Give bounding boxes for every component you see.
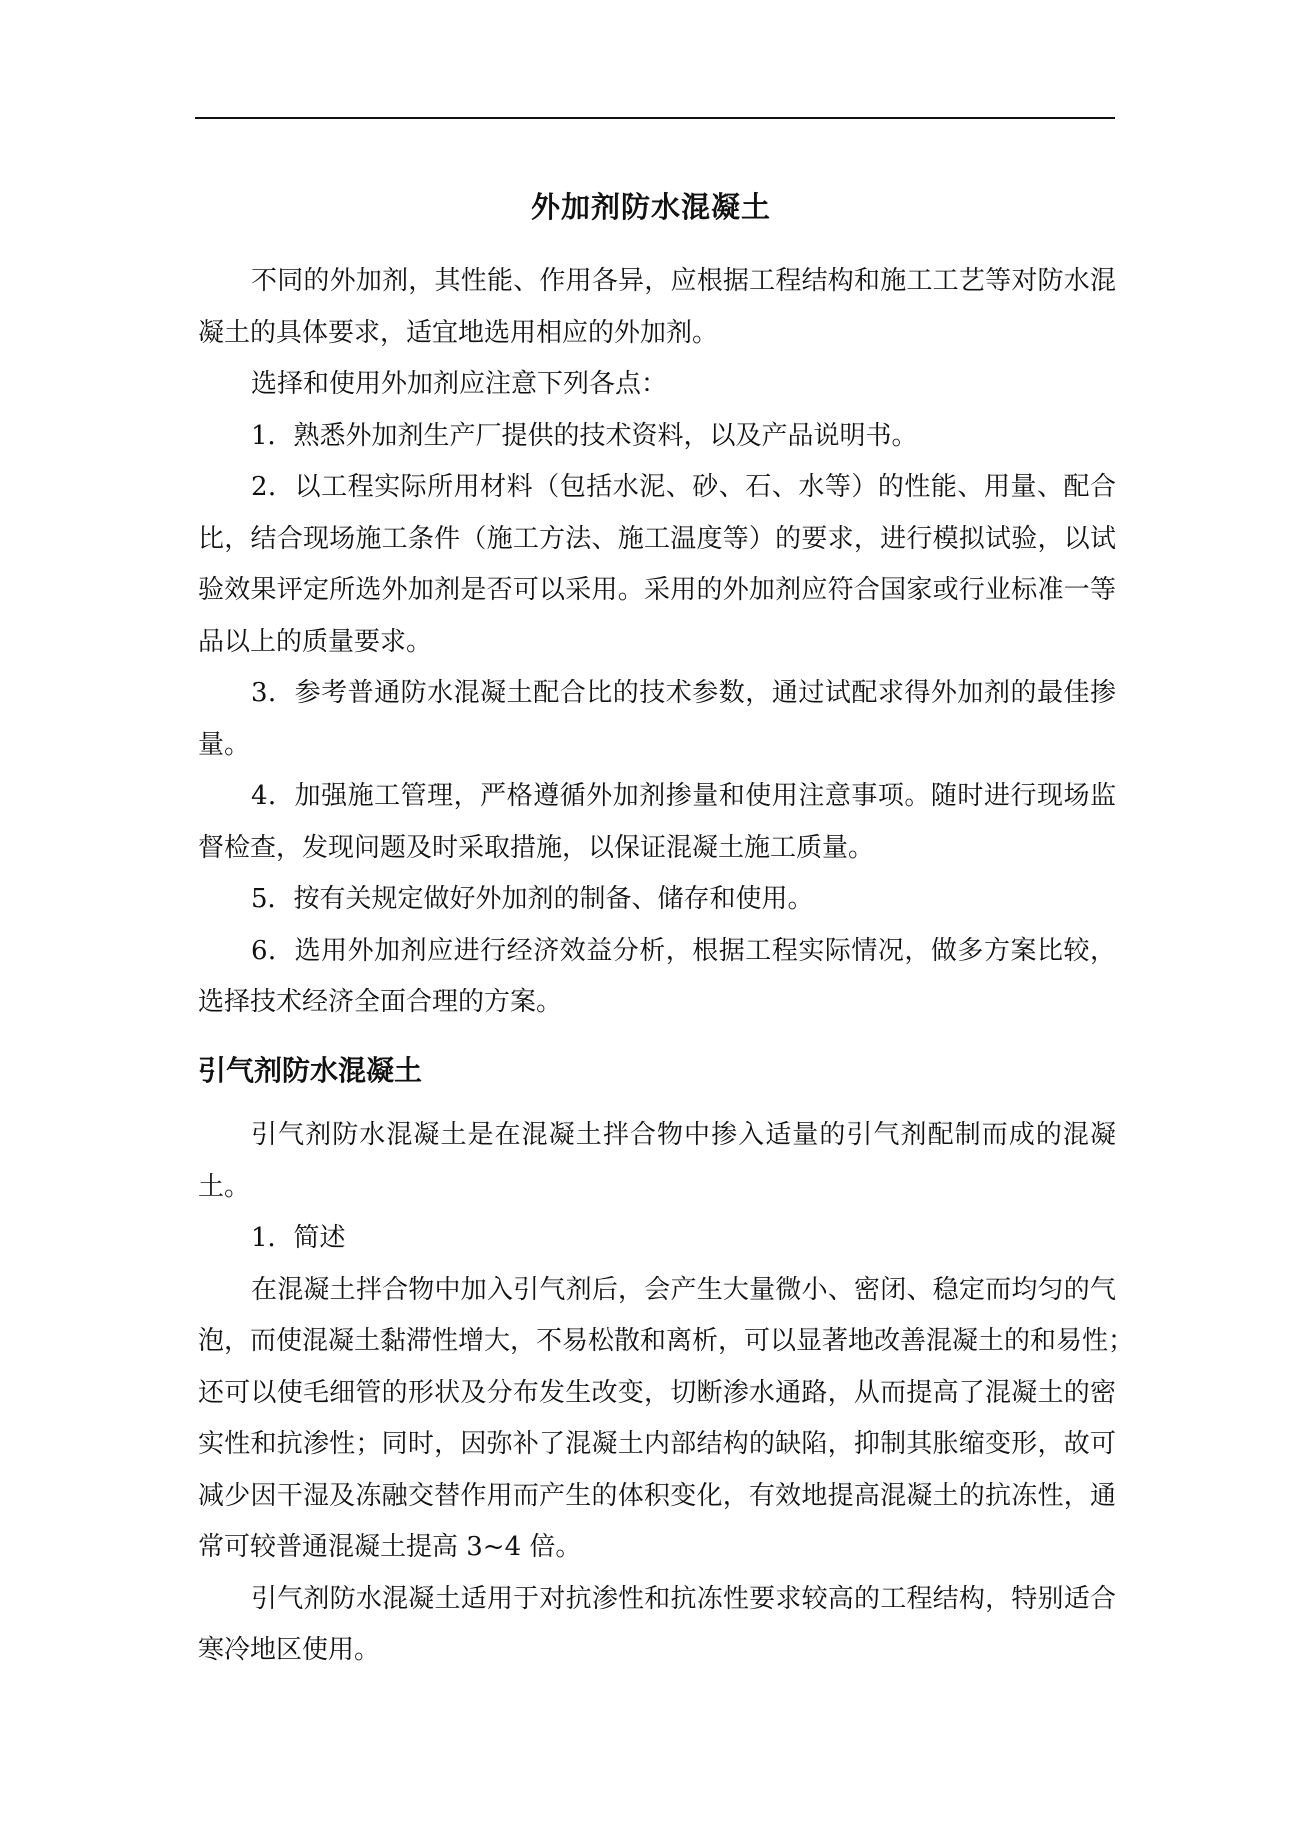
text-line: 寒冷地区使用。 [198,1635,381,1666]
text-line: 1．熟悉外加剂生产厂提供的技术资料，以及产品说明书。 [251,420,918,451]
document-title: 外加剂防水混凝土 [530,190,771,224]
text-line: 1．简述 [251,1223,346,1254]
text-line: 督检查，发现问题及时采取措施，以保证混凝土施工质量。 [198,832,875,863]
text-line: 常可较普通混凝土提高 3~4 倍。 [198,1532,582,1563]
text-line: 不同的外加剂，其性能、作用各异，应根据工程结构和施工工艺等对防水混 [251,266,1116,296]
section-paragraphs [198,1110,1135,1677]
intro-paragraphs [198,256,1116,1029]
paragraph [198,1574,1116,1677]
text-line: 引气剂防水混凝土是在混凝土拌合物中掺入适量的引气剂配制而成的混凝 [251,1120,1116,1151]
paragraph [198,874,1116,926]
text-line: 土。 [198,1171,251,1202]
text-line: 5．按有关规定做好外加剂的制备、储存和使用。 [251,884,814,914]
paragraph [198,256,1116,359]
text-line: 量。 [198,729,251,760]
text-line: 实性和抗渗性；同时，因弥补了混凝土内部结构的缺陷，抑制其胀缩变形，故可 [198,1429,1116,1460]
paragraph [198,1110,1116,1213]
text-line: 品以上的质量要求。 [198,626,433,657]
text-line: 3．参考普通防水混凝土配合比的技术参数，通过试配求得外加剂的最佳掺 [251,678,1116,708]
text-line: 6．选用外加剂应进行经济效益分析，根据工程实际情况，做多方案比较， [251,935,1116,966]
paragraph [198,771,1116,874]
document-body [198,256,1135,1677]
paragraph [198,411,1116,463]
text-line: 选择和使用外加剂应注意下列各点： [251,369,668,399]
paragraph [198,926,1116,1029]
paragraph [198,1213,1116,1265]
paragraph [198,462,1116,668]
text-line: 泡，而使混凝土黏滞性增大，不易松散和离析，可以显著地改善混凝土的和易性； [198,1326,1135,1357]
text-line: 4．加强施工管理，严格遵循外加剂掺量和使用注意事项。随时进行现场监 [251,781,1116,811]
text-line: 凝土的具体要求，适宜地选用相应的外加剂。 [198,317,719,348]
text-line: 还可以使毛细管的形状及分布发生改变，切断渗水通路，从而提高了混凝土的密 [198,1377,1116,1408]
paragraph [198,668,1116,771]
text-line: 2．以工程实际所用材料（包括水泥、砂、石、水等）的性能、用量、配合 [251,472,1116,502]
text-line: 引气剂防水混凝土适用于对抗渗性和抗冻性要求较高的工程结构，特别适合 [251,1583,1116,1614]
paragraph [198,359,1116,411]
text-line: 减少因干湿及冻融交替作用而产生的体积变化，有效地提高混凝土的抗冻性，通 [198,1480,1116,1511]
section-heading: 引气剂防水混凝土 [198,1054,423,1088]
text-line: 比，结合现场施工条件（施工方法、施工温度等）的要求，进行模拟试验，以试 [198,523,1116,554]
header-rule [195,117,1115,119]
text-line: 选择技术经济全面合理的方案。 [198,987,563,1017]
text-line: 验效果评定所选外加剂是否可以采用。采用的外加剂应符合国家或行业标准一等 [198,575,1116,605]
paragraph [198,1265,1135,1574]
text-line: 在混凝土拌合物中加入引气剂后，会产生大量微小、密闭、稳定而均匀的气 [251,1274,1116,1305]
